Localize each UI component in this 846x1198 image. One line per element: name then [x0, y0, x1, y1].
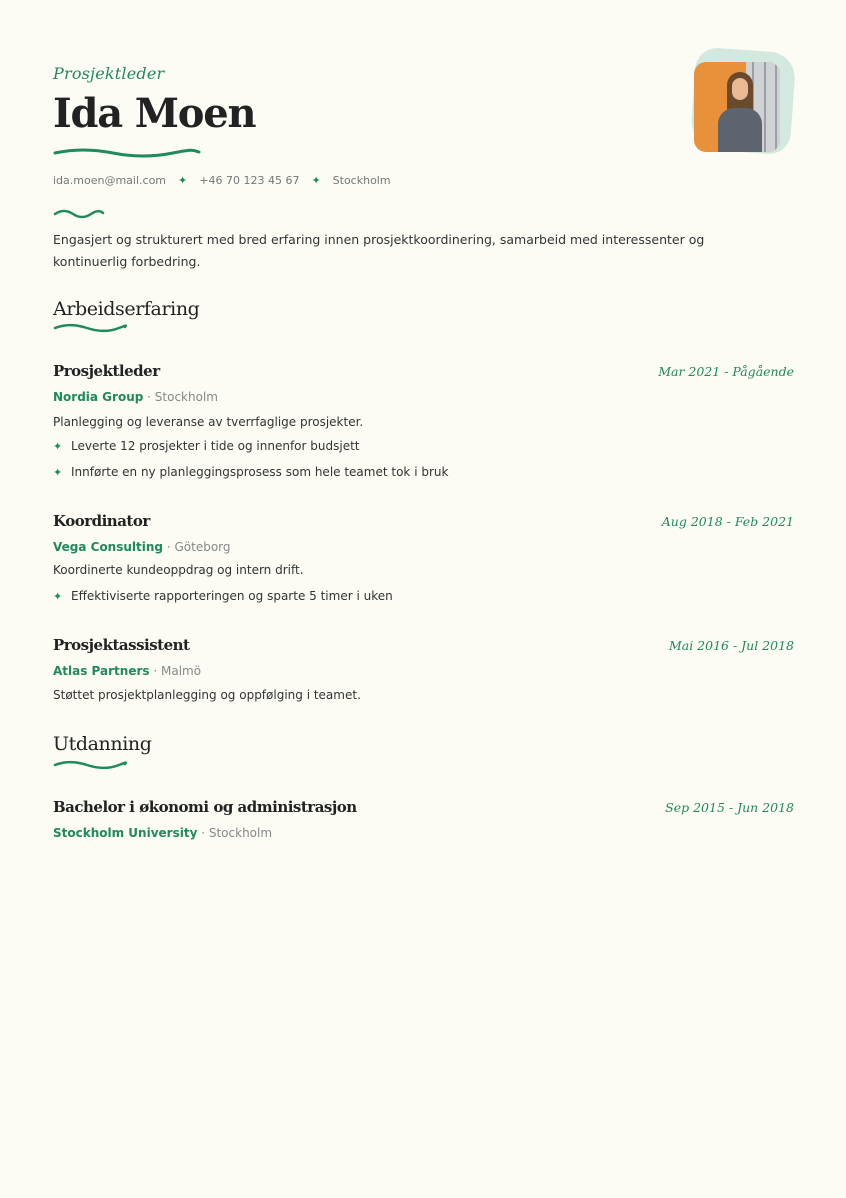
name-underline-wave — [53, 147, 201, 159]
photo-body — [718, 108, 762, 152]
education-date: Sep 2015 - Jun 2018 — [665, 800, 794, 815]
sparkle-icon: ✦ — [53, 590, 63, 603]
job-description: Støttet prosjektplanlegging og oppfølging i teamet. — [53, 688, 361, 702]
contact-email[interactable]: ida.moen@mail.com — [53, 174, 167, 187]
job-title: Prosjektleder — [53, 362, 160, 380]
sparkle-icon: ✦ — [53, 440, 63, 453]
job-org-line — [53, 664, 201, 678]
person-name: Ida Moen — [53, 90, 256, 137]
education-school: Stockholm University — [53, 826, 198, 840]
role-title: Prosjektleder — [53, 64, 165, 83]
bullet-text: Innførte en ny planleggingsprosess som hele teamet tok i bruk — [71, 465, 449, 479]
job-description: Koordinerte kundeoppdrag og intern drift. — [53, 563, 304, 577]
job-location: · Malmö — [153, 664, 202, 678]
contact-line — [53, 174, 391, 187]
job-company: Atlas Partners — [53, 664, 150, 678]
job-description: Planlegging og leveranse av tverrfaglige prosjekter. — [53, 415, 364, 429]
job-company: Vega Consulting — [53, 540, 164, 554]
contact-city: Stockholm — [332, 174, 391, 187]
photo-face — [732, 78, 748, 100]
education-org-line — [53, 826, 272, 840]
profile-photo — [694, 62, 780, 152]
section-title-experience: Arbeidserfaring — [53, 298, 200, 320]
job-location: · Göteborg — [166, 540, 231, 554]
sparkle-icon: ✦ — [178, 174, 188, 187]
section-underline-wave — [53, 322, 127, 334]
summary-wave-icon — [53, 208, 105, 220]
job-company: Nordia Group — [53, 390, 144, 404]
job-date: Aug 2018 - Feb 2021 — [661, 514, 794, 529]
job-location: · Stockholm — [147, 390, 218, 404]
job-bullet — [53, 465, 448, 479]
job-org-line — [53, 540, 231, 554]
job-org-line — [53, 390, 218, 404]
education-title: Bachelor i økonomi og administrasjon — [53, 798, 357, 816]
job-title: Prosjektassistent — [53, 636, 190, 654]
profile-photo-frame — [691, 50, 797, 156]
contact-phone[interactable]: +46 70 123 45 67 — [199, 174, 300, 187]
sparkle-icon: ✦ — [311, 174, 321, 187]
bullet-text: Leverte 12 prosjekter i tide og innenfor budsjett — [71, 439, 360, 453]
job-bullet — [53, 439, 360, 453]
education-location: · Stockholm — [201, 826, 273, 840]
job-title: Koordinator — [53, 512, 150, 530]
section-underline-wave — [53, 759, 127, 771]
job-date: Mai 2016 - Jul 2018 — [668, 638, 794, 653]
sparkle-icon: ✦ — [53, 466, 63, 479]
job-bullet — [53, 589, 393, 603]
section-title-education: Utdanning — [53, 733, 152, 755]
profile-summary: Engasjert og strukturert med bred erfaring innen prosjektkoordinering, samarbeid med interessenter og kontinuerlig forbedring. — [53, 232, 705, 269]
bullet-text: Effektiviserte rapporteringen og sparte 5 timer i uken — [71, 589, 393, 603]
job-date: Mar 2021 - Pågående — [658, 364, 794, 379]
